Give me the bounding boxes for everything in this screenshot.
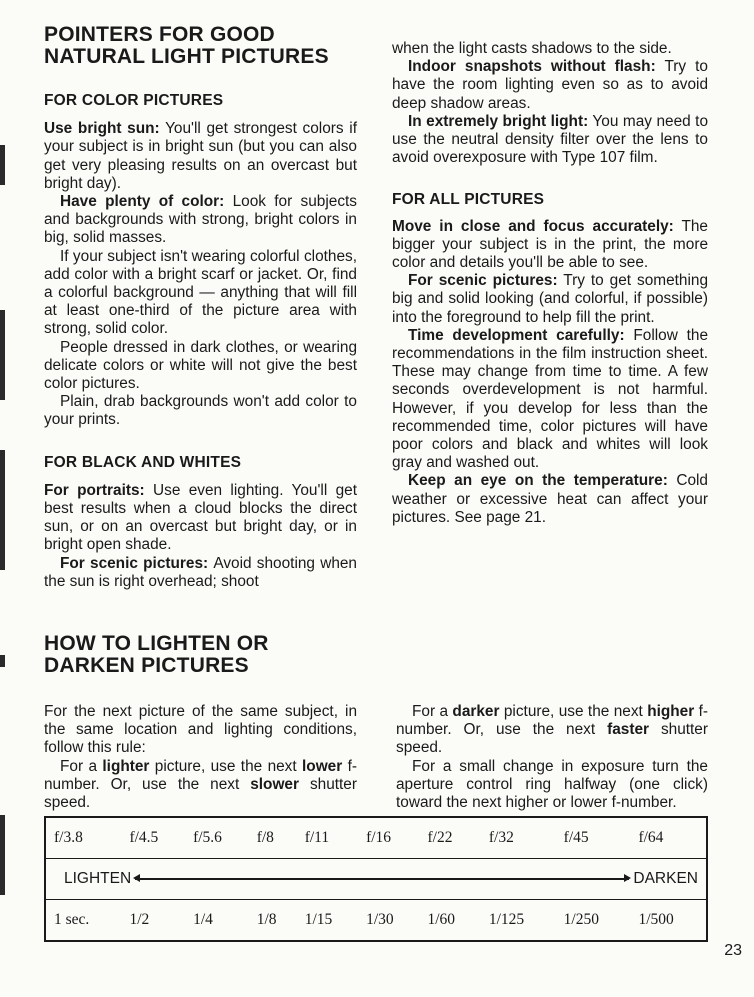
body-text: Look for subjects and backgrounds with strong, bright colors in big, solid masses. — [44, 193, 357, 247]
fnumber-cell: f/5.6 — [193, 829, 222, 846]
fnumber-cell: f/3.8 — [54, 829, 83, 846]
emphasis: faster — [607, 721, 650, 739]
page-number: 23 — [724, 942, 742, 959]
right-column-bottom — [396, 703, 708, 812]
exposure-scale-table — [44, 816, 708, 942]
body-text: Use even lighting. You'll get best results when a cloud blocks the direct sun, or on an overcast but bright day, or in bright open shade. — [44, 481, 357, 554]
paragraph: If your subject isn't wearing colorful clothes, add color with a bright scarf or jacket. Or, find a colorful background — anything that will fill at least one-third of the picture area with strong, solid color. — [44, 247, 357, 338]
paragraph — [44, 555, 357, 591]
text: For a — [60, 757, 103, 775]
shutter-cell: 1/60 — [427, 911, 456, 928]
lead-in: For scenic pictures: — [408, 272, 558, 290]
lead-in: For scenic pictures: — [60, 554, 209, 572]
lead-in: Keep an eye on the temperature: — [408, 472, 668, 490]
right-column-top — [392, 40, 708, 527]
paragraph: For the next picture of the same subject, in the same location and lighting conditions, follow this rule: — [44, 703, 357, 757]
lighten-darken-scale — [64, 870, 698, 888]
fnumber-cell: f/22 — [427, 829, 453, 846]
lead-in: Have plenty of color: — [60, 193, 225, 211]
body-text: Follow the recommendations in the film instruction sheet. These may change from time to time. A few seconds overdevelopment is not harmful. However, if you develop for less than the recommended time, color pictures will have poor colors and black and whites will look gray and washed out. — [392, 326, 709, 472]
binding-mark — [0, 145, 5, 185]
shutter-cell: 1/2 — [129, 911, 150, 928]
emphasis: lower — [302, 757, 343, 775]
text: picture, use the next — [499, 703, 648, 720]
lead-in: In extremely bright light: — [408, 112, 589, 130]
shutter-cell: 1/8 — [256, 911, 277, 928]
emphasis: lighter — [102, 757, 150, 775]
paragraph — [392, 327, 708, 473]
title-line: POINTERS FOR GOOD — [44, 23, 275, 46]
body-text: The bigger your subject is in the print, the more color and details you'll be able to see. — [392, 217, 708, 272]
lead-in: Move in close and focus accurately: — [392, 217, 674, 235]
text: shutter speed. — [396, 721, 708, 757]
emphasis: higher — [647, 703, 695, 720]
fnumber-cell: f/8 — [256, 829, 274, 846]
color-heading: FOR COLOR PICTURES — [44, 92, 224, 109]
paragraph: Plain, drab backgrounds won't add color to your prints. — [44, 393, 357, 429]
fnumber-cell: f/4.5 — [129, 829, 159, 846]
text: shutter speed. — [44, 775, 357, 812]
fnumber-row — [45, 817, 707, 859]
paragraph — [392, 472, 708, 527]
body-text: Avoid shooting when the sun is right overhead; shoot — [44, 554, 357, 590]
shutter-cell: 1/4 — [193, 911, 213, 928]
shutter-cell: 1/30 — [366, 911, 394, 928]
body-text: Cold weather or excessive heat can affect your pictures. See page 21. — [392, 472, 708, 526]
fnumber-cell: f/45 — [563, 829, 589, 846]
fnumber-cell: f/64 — [638, 829, 664, 846]
paragraph: For a small change in exposure turn the aperture control ring halfway (one click) toward the next higher or lower f-number. — [396, 757, 708, 812]
paragraph — [44, 482, 357, 555]
all-heading: FOR ALL PICTURES — [392, 191, 545, 209]
paragraph-continuation: when the light casts shadows to the side. — [392, 40, 672, 57]
left-column-top — [44, 24, 357, 591]
lighten-darken-cell — [45, 859, 707, 900]
title-line: NATURAL LIGHT PICTURES — [44, 45, 329, 68]
double-arrow-icon — [135, 878, 629, 880]
title-line: DARKEN PICTURES — [44, 654, 249, 677]
paragraph: People dressed in dark clothes, or wearing delicate colors or white will not give the best color pictures. — [44, 338, 357, 393]
section-title-2 — [44, 633, 269, 677]
binding-mark — [0, 655, 5, 667]
shutter-cell: 1/250 — [563, 911, 599, 928]
shutter-cell: 1/15 — [304, 911, 333, 928]
binding-mark — [0, 450, 5, 570]
fnumber-cell: f/16 — [366, 829, 392, 846]
body-text: You'll get strongest colors if your subject is in bright sun (but you can also get very pleasing results on an overcast but bright day). — [44, 120, 357, 192]
bw-heading: FOR BLACK AND WHITES — [44, 453, 242, 471]
binding-mark — [0, 815, 5, 895]
shutter-row — [45, 900, 707, 942]
fnumber-cell: f/11 — [304, 829, 330, 846]
paragraph — [392, 113, 708, 168]
paragraph — [392, 58, 708, 113]
paragraph — [392, 218, 708, 273]
paragraph — [44, 758, 357, 813]
body-text: You may need to use the neutral density filter over the lens to avoid overexposure with Type 107 film. — [392, 112, 709, 167]
lighten-label: LIGHTEN — [64, 870, 132, 887]
shutter-cell: 1 sec. — [54, 911, 90, 928]
darken-label: DARKEN — [633, 870, 698, 887]
paragraph — [392, 272, 708, 327]
lead-in: Use bright sun: — [44, 120, 160, 138]
lead-in: For portraits: — [44, 481, 145, 499]
lead-in: Indoor snapshots without flash: — [408, 58, 656, 76]
emphasis: slower — [250, 775, 299, 793]
body-text: Try to get something big and solid looking (and colorful, if possible) into the foreground to help fill the print. — [392, 272, 709, 326]
left-column-bottom — [44, 703, 357, 812]
text: f-number. Or, use the next — [396, 703, 709, 739]
text: For a — [412, 703, 453, 720]
body-text: Try to have the room lighting even so as to avoid deep shadow areas. — [392, 58, 708, 112]
paragraph — [396, 703, 708, 758]
emphasis: darker — [452, 703, 500, 720]
lighten-darken-row — [45, 859, 707, 900]
text: f-number. Or, use the next — [44, 757, 358, 793]
title-line: HOW TO LIGHTEN OR — [44, 632, 269, 655]
text: picture, use the next — [149, 757, 303, 775]
shutter-cell: 1/500 — [638, 911, 674, 928]
fnumber-cell: f/32 — [488, 829, 514, 846]
paragraph — [44, 193, 357, 248]
binding-mark — [0, 310, 5, 400]
section-title — [44, 24, 357, 68]
paragraph — [44, 120, 357, 193]
lead-in: Time development carefully: — [408, 326, 625, 344]
shutter-cell: 1/125 — [488, 911, 525, 928]
